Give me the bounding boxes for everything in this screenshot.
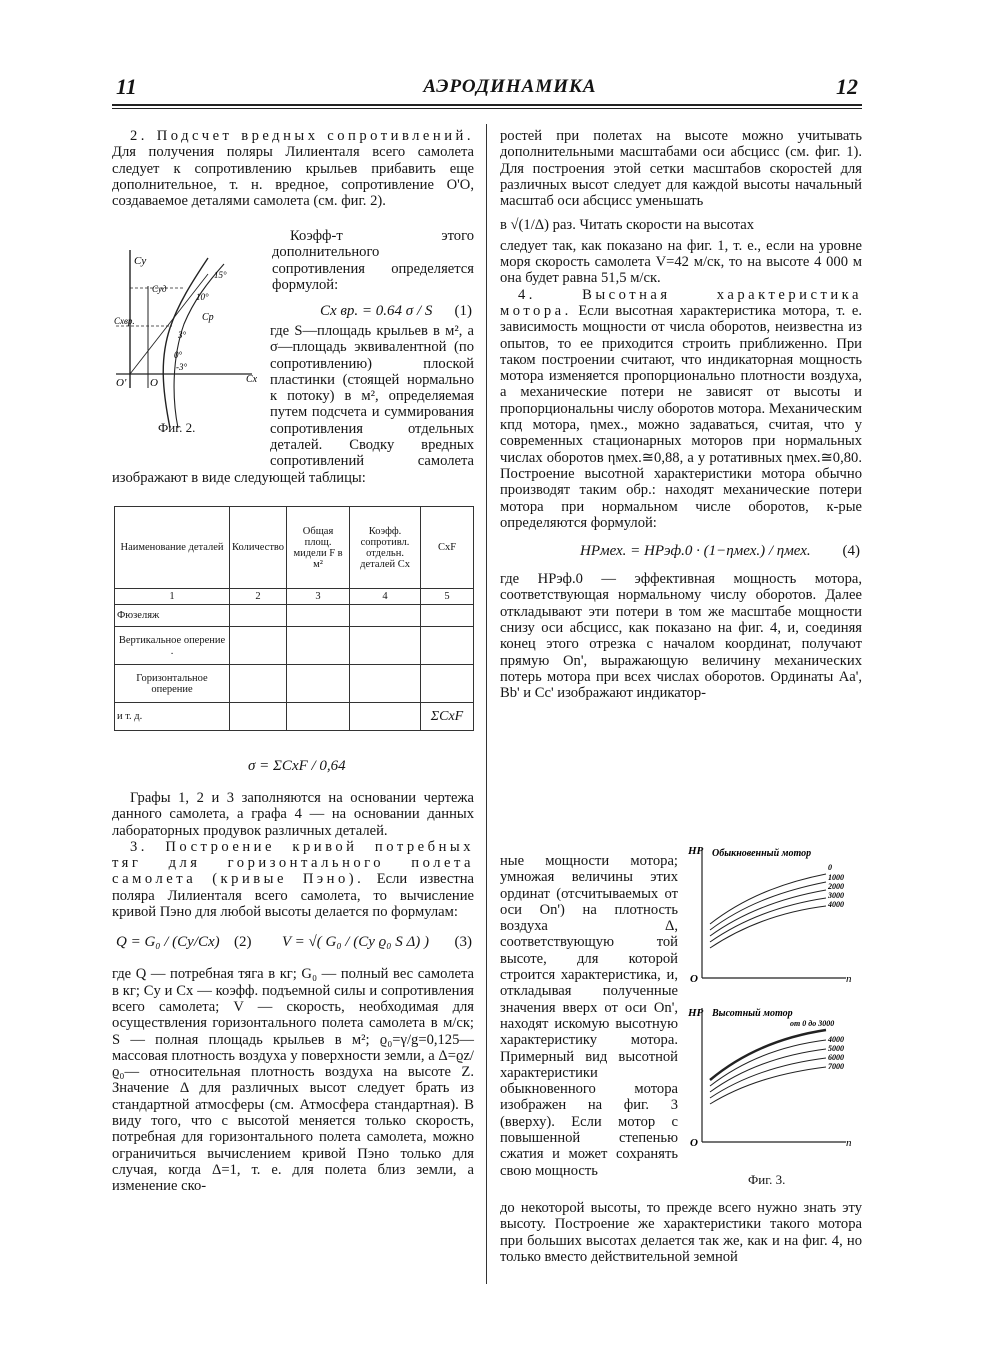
table-row-label: и т. д. (115, 703, 230, 731)
fig2-label-15: 15° (214, 270, 227, 280)
right-column-bottom (500, 1200, 862, 1265)
fig2-label-cp: Cp (202, 312, 214, 323)
section-2-where: где S—площадь крыльев в м², а σ—площадь эквивалентной (по сопротивлению) плоской пластинки (стоящей нормально к потоку) в м², определяемая путем подсчета и суммирования сопротивления отдельных деталей. Сводку вредных сопротивлений самолета изображают в виде следующей таблицы: (112, 323, 474, 486)
table-col-number: 3 (287, 589, 350, 605)
figure-3 (686, 840, 866, 1170)
left-column-narrow (272, 228, 474, 327)
formula-1-number: (1) (454, 303, 472, 320)
formula-2: Q = G₀ / (Cy/Cx) (116, 934, 220, 951)
section-4-narrow: ные мощности мотора; умножая величины этих ординат (отсчитываемых от оси On') на плотность воздуха Δ, соответствующую той высоте, для которой строится характеристика, и, откладывая полученные значения вверх от оси On', находят искомую высотную характеристику мотора. Примерный вид высотной характеристики обыкновенного мотора изображен на фиг. 3 (вверху). Если мотор с повышенной степенью сжатия и может сохранять свою мощность (500, 853, 678, 1179)
fig3-bottom-alt: 4000 (828, 1035, 844, 1044)
fig3-bottom-origin: O (690, 1137, 698, 1149)
table-row-label: Горизонтальное оперение (115, 665, 230, 703)
right-paragraph-1: ростей при полетах на высоте можно учитывать дополнительными масштабами оси абсцисс (см. фиг. 1). Для построения этой сетки масштабов скоростей для различных высот следует для каждой высоты начальный масштаб оси абсцисс уменьшать (500, 128, 862, 210)
fig2-label-cx: Cx (246, 374, 258, 385)
figure-3-diagram (686, 840, 866, 1170)
fig3-top-alt: 3000 (828, 891, 844, 900)
table-row (115, 627, 474, 665)
fig3-bottom-hp: HP (688, 1007, 704, 1019)
fig3-bottom-alt: 7000 (828, 1062, 844, 1071)
sigma-formula: σ = ΣCxF / 0,64 (248, 758, 346, 774)
column-divider (486, 124, 487, 1284)
figure-2-caption: Фиг. 2. (158, 420, 196, 435)
header-rule-thin (112, 108, 862, 109)
table-header-cell: Количество (230, 507, 287, 589)
page-number-left: 11 (116, 74, 137, 99)
table-row-label: Вертикальное оперение . (115, 627, 230, 665)
section-4-heading: 4. Высотная характеристика мотора. (500, 286, 862, 319)
right-paragraph-1-cont: в √(1/Δ) раз. Читать скорости на высотах (500, 217, 755, 234)
section-4-where: где HPэф.0 — эффективная мощность мотора, соответствующая нормальному числу оборотов. Далее откладывают эти потери в том же масштабе мощности снизу оси абсцисс, как показано на фиг. 4, и, соединяя конец этого отрезка с началом координат, получают прямую On', выражающую величину механических потерь мотора при всех числах оборотов. Ординаты Aa', Bb' и Cc' изображают индикатор- (500, 571, 862, 702)
table-header-row (115, 507, 474, 589)
table-row (115, 703, 474, 731)
right-paragraph-2: следует так, как показано на фиг. 1, т. е., если на уровне моря скорость самолета V=42 м/ск, то на высоте 4 000 м она будет равна 51,5 м/ск. (500, 237, 862, 287)
header-rule (112, 104, 862, 106)
table-row-label: Фюзеляж (115, 605, 230, 627)
formulas-2-3-row (112, 920, 474, 966)
fig3-bottom-curve (710, 1030, 826, 1080)
fig3-top-curve (710, 898, 826, 942)
page-number-right: 12 (836, 74, 858, 99)
section-2-intro: Для получения поляры Лилиенталя всего самолета следует к сопротивлению крыльев прибавить еще дополнительное, т. н. вредное, сопротивление O'O, создаваемое деталями самолета (см. фиг. 2). (112, 144, 474, 210)
fig2-label-o-prime: O' (116, 377, 127, 389)
right-column-narrow (500, 853, 678, 1179)
fig3-top-origin: O (690, 973, 698, 985)
table-col-number: 4 (350, 589, 421, 605)
fig3-bottom-alt: 5000 (828, 1044, 844, 1053)
running-title: АЭРОДИНАМИКА (423, 76, 597, 97)
fig2-label-0: 0° (174, 350, 183, 360)
fig2-label-cy: Cy (134, 255, 147, 267)
figure-3-caption: Фиг. 3. (748, 1172, 786, 1187)
table-row (115, 605, 474, 627)
table-row (115, 665, 474, 703)
drag-table (114, 506, 474, 731)
table-header-cell: CxF (421, 507, 474, 589)
fig2-label-10: 10° (196, 292, 209, 302)
left-column-bottom (112, 790, 474, 1195)
section-4-end: до некоторой высоты, то прежде всего нужно знать эту высоту. Построение же характеристики такого мотора при больших высотах делается так же, как и на фиг. 4, но только вместо действительной земной (500, 1200, 862, 1265)
table-number-row (115, 589, 474, 605)
formula-3-number: (3) (454, 934, 472, 951)
fig3-bottom-title: Высотный мотор (712, 1008, 793, 1019)
section-2-heading: 2. Подсчет вредных сопротивлений. (130, 128, 474, 144)
formula-2-number: (2) (234, 934, 252, 951)
fig3-bottom-alt: от 0 до 3000 (790, 1019, 835, 1028)
table-header-cell: Общая площ. мидели F в м² (287, 507, 350, 589)
drag-table-wrap (114, 506, 474, 731)
fig3-top-alt: 4000 (828, 900, 844, 909)
fig3-top-n: n (846, 973, 852, 985)
left-column-top (112, 128, 474, 209)
fig3-bottom-curve (710, 1067, 826, 1104)
formula-4-row (500, 531, 862, 571)
table-header-cell: Коэфф. сопротивл. отдельн. деталей Cx (350, 507, 421, 589)
fig2-label-cxvr: Cхвр. (114, 316, 135, 326)
fig3-bottom-n: n (846, 1137, 852, 1149)
fig3-top-alt: 2000 (828, 882, 844, 891)
left-column-where (112, 323, 474, 486)
fig2-label-minus3: -3° (176, 362, 188, 372)
graphs-paragraph: Графы 1, 2 и 3 заполняются на основании чертежа данного самолета, а графа 4 — на основании данных лабораторных продувок различных деталей. (112, 790, 474, 839)
table-col-number: 5 (421, 589, 474, 605)
fig3-top-curve (710, 882, 826, 930)
formula-3: V = √( G₀ / (Cy ϱ₀ S Δ) ) (282, 934, 429, 951)
fig3-bottom-curve (710, 1058, 826, 1098)
table-col-number: 1 (115, 589, 230, 605)
fig3-bottom-alt: 6000 (828, 1053, 844, 1062)
section-3-heading: 3. Построение кривой потребных тяг для горизонтального полета самолета (кривые Пэно). (112, 838, 474, 888)
fig3-top-title: Обыкновенный мотор (712, 848, 812, 859)
formula-1: Cx вр. = 0.64 σ / S (320, 303, 433, 320)
fig2-label-cud: Cуд (152, 284, 167, 294)
table-sum: ΣCxF (421, 703, 474, 731)
fig3-top-hp: HP (688, 845, 704, 857)
formula-4: HPмех. = HPэф.0 · (1−ηмех.) / ηмех. (580, 543, 811, 560)
fig3-top-alt: 0 (828, 863, 832, 872)
fig2-label-3: 3° (178, 330, 187, 340)
table-header-cell: Наименование деталей (115, 507, 230, 589)
table-col-number: 2 (230, 589, 287, 605)
section-4-body: Если высотная характеристика мотора, т. е. зависимость мощности от числа оборотов, неизвестна из опытов, то ее приходится строить приближенно. При таком построении считают, что индикаторная мощность мотора изменяется пропорционально плотности воздуха, а механические потери не зависят от высоты и пропорциональны числу оборотов мотора. Механическим кпд мотора, ηмех., можно задаваться, считая, что у современных стационарных моторов при нормальных числах оборотов ηмех.≅0,88, а у ротативных ηмех.≅0,80. Построение высотной характеристики мотора обычно производят таким обр.: находят механические потери мотора при нормальном числе оборотов, к-рые определяются формулой: (500, 302, 862, 531)
coefficient-lead: Коэфф-т этого дополнительного сопротивления определяется формулой: (272, 228, 474, 293)
fig3-top-alt: 1000 (828, 873, 844, 882)
fig2-label-o: O (150, 377, 158, 389)
right-column-top (500, 128, 862, 702)
formula-4-number: (4) (842, 543, 860, 560)
figure-2-float (112, 323, 270, 465)
fig3-top-curve (710, 890, 826, 936)
section-3-intro: Если известна поляра Лилиенталя всего самолета, то вычисление кривой Пэно для любой высоты делается по формулам: (112, 871, 474, 921)
section-3-body: где Q — потребная тяга в кг; G₀ — полный вес самолета в кг; Cy и Cx — коэфф. подъемной силы и сопротивления всего самолета; V — скорость, необходимая для осуществления горизонтального полета самолета в м/ск; S — полная площадь крыльев в м²; ϱ₀=γ/g=0,125—массовая плотность воздуха у поверхности земли, а Δ=ϱz/ϱ₀— относительная плотность воздуха на высоте Z. Значение Δ для различных высот следует брать из стандартной атмосферы (см. Атмосфера стандартная). В виду того, что с высотой меняется только скорость, потребная для горизонтального полета самолета, можно ограничиться вычислением кривой Пэно только для случая, когда Δ=1, т. е. для полета близ земли, а изменение ско- (112, 966, 474, 1195)
